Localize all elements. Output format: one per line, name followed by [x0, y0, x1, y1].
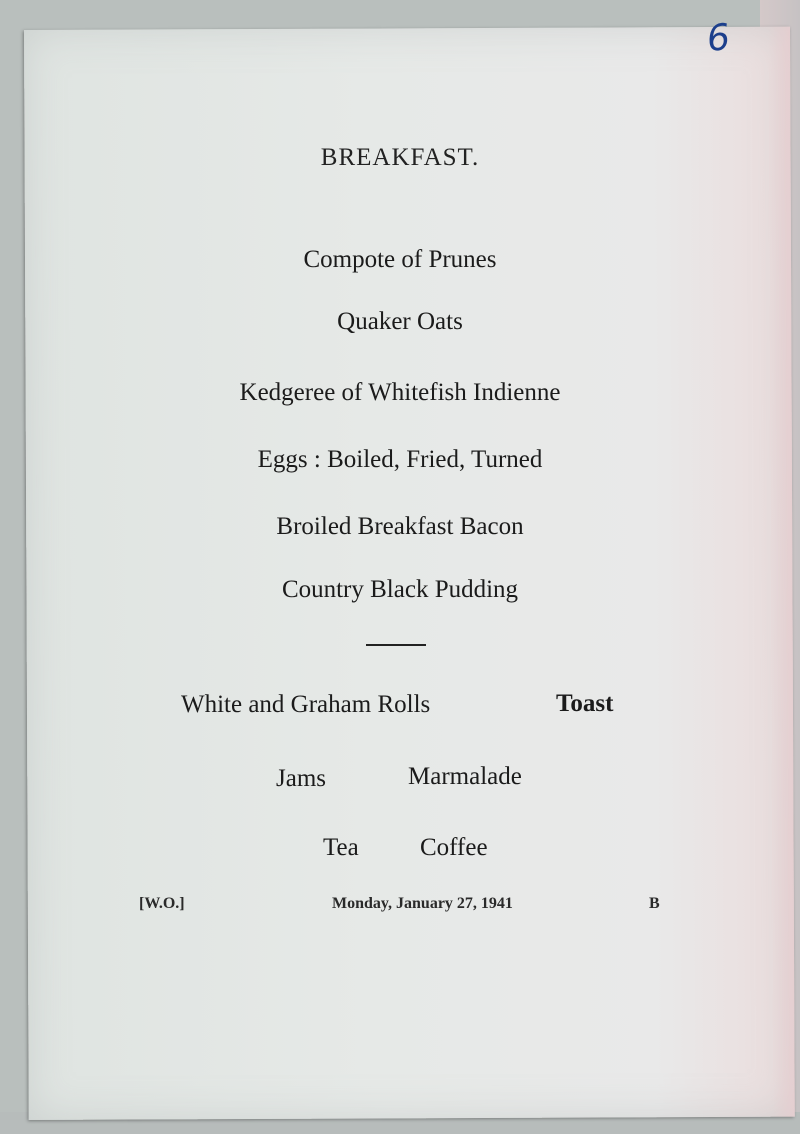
menu-card	[24, 27, 795, 1120]
footer-date: Monday, January 27, 1941	[332, 895, 513, 912]
footer-letter: B	[649, 895, 660, 912]
footer-code: [W.O.]	[139, 895, 185, 912]
menu-item: Broiled Breakfast Bacon	[276, 513, 524, 540]
menu-item: Country Black Pudding	[281, 576, 519, 603]
tea-item: Tea	[323, 834, 359, 861]
menu-item: Compote of Prunes	[303, 246, 497, 273]
handwritten-page-number: 6	[704, 16, 732, 61]
marmalade-item: Marmalade	[408, 763, 522, 790]
menu-item: Kedgeree of Whitefish Indienne	[239, 379, 561, 406]
menu-item: Quaker Oats	[337, 308, 463, 335]
rolls-item: White and Graham Rolls	[181, 691, 431, 718]
section-divider	[366, 644, 426, 646]
menu-item: Eggs : Boiled, Fried, Turned	[257, 446, 543, 473]
coffee-item: Coffee	[420, 834, 488, 861]
toast-item: Toast	[556, 690, 614, 717]
menu-title: BREAKFAST.	[320, 144, 480, 171]
jams-item: Jams	[276, 765, 326, 792]
